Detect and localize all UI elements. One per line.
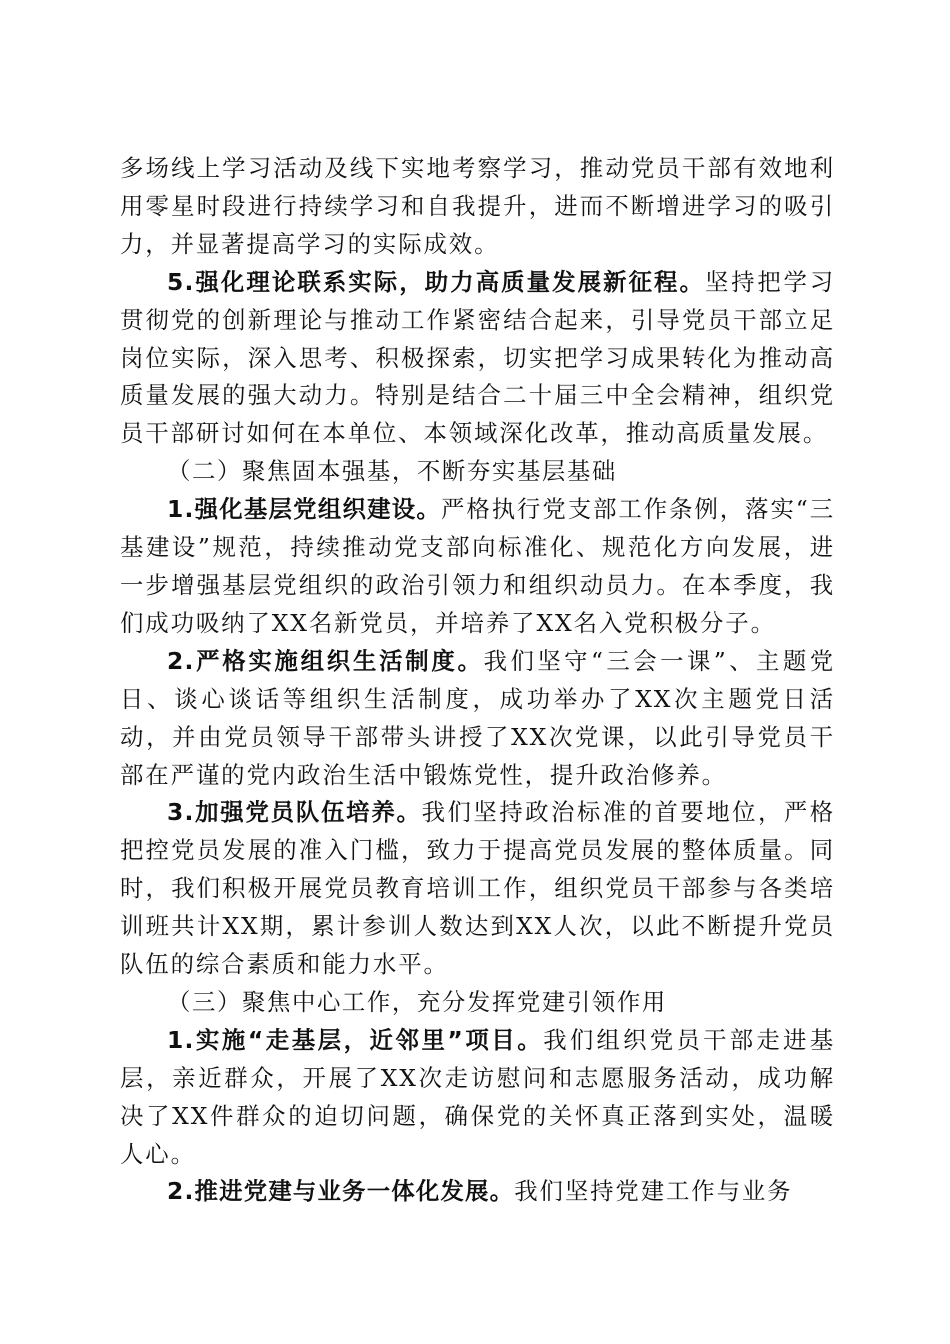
paragraph-lead: 2.推进党建与业务一体化发展。 [167,1177,515,1206]
paragraph-text: 严格执行党支部工作条例，落实“三基建设”规范，持续推动党支部向标准化、规范化方向发展，进一步增强基层党组织的政治引领力和组织动员力。在本季度，我们成功吸纳了XX名新党员，并培养了XX名入党积极分子。 [120,495,836,637]
paragraph-lead: 1.实施“走基层，近邻里”项目。 [167,1025,544,1054]
paragraph-text: 我们坚持政治标准的首要地位，严格把控党员发展的准入门槛，致力于提高党员发展的整体质量。同时，我们积极开展党员教育培训工作，组织党员干部参与各类培训班共计XX期，累计参训人数达到XX人次，以此不断提升党员队伍的综合素质和能力水平。 [120,798,835,979]
paragraph-continuation [120,150,835,264]
section-heading-3: （三）聚焦中心工作，充分发挥党建引领作用 [167,987,667,1016]
paragraph-item-5 [120,264,835,454]
paragraph-text: 我们坚持党建工作与业务 [514,1177,793,1206]
section-3-item-2 [120,1173,835,1211]
paragraph-lead: 3.加强党员队伍培养。 [167,798,422,827]
section-3-item-1 [120,1022,835,1174]
paragraph-text: 多场线上学习活动及线下实地考察学习，推动党员干部有效地利用零星时段进行持续学习和自我提升，进而不断增进学习的吸引力，并显著提高学习的实际成效。 [120,154,835,258]
document-page [120,150,835,1211]
section-heading-2: （二）聚焦固本强基，不断夯实基层基础 [167,457,617,486]
paragraph-text: 坚持把学习贯彻党的创新理论与推动工作紧密结合起来，引导党员干部立足岗位实际，深入思考、积极探索，切实把学习成果转化为推动高质量发展的强大动力。特别是结合二十届三中全会精神，组织党员干部研讨如何在本单位、本领域深化改革，推动高质量发展。 [120,267,836,448]
section-2-item-1 [120,491,835,643]
section-2-item-2 [120,643,835,795]
paragraph-lead: 1.强化基层党组织建设。 [167,495,442,524]
paragraph-lead: 5.强化理论联系实际，助力高质量发展新征程。 [167,267,705,296]
paragraph-lead: 2.严格实施组织生活制度。 [167,646,484,675]
paragraph-text: 我们组织党员干部走进基层，亲近群众，开展了XX次走访慰问和志愿服务活动，成功解决了XX件群众的迫切问题，确保党的关怀真正落到实处，温暖人心。 [120,1025,835,1168]
section-2-item-3 [120,794,835,984]
paragraph-text: 我们坚守“三会一课”、主题党日、谈心谈话等组织生活制度，成功举办了XX次主题党日活动，并由党员领导干部带头讲授了XX次党课，以此引导党员干部在严谨的党内政治生活中锻炼党性，提升政治修养。 [120,646,836,789]
